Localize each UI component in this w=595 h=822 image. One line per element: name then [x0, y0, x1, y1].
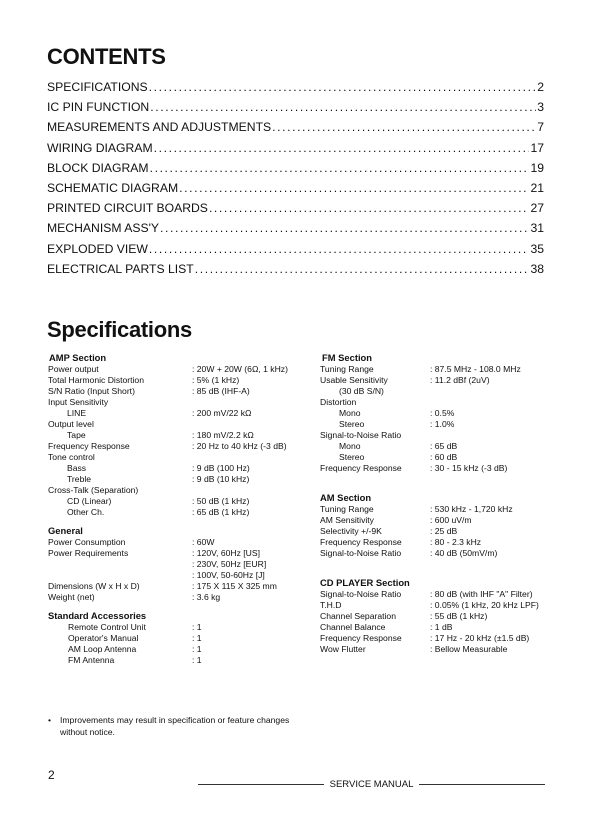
toc-entry[interactable]: [47, 138, 544, 158]
toc-entry[interactable]: [47, 239, 544, 259]
spec-value: : 20 Hz to 40 kHz (-3 dB): [192, 441, 287, 451]
toc-entry[interactable]: [47, 77, 544, 97]
toc-entry[interactable]: [47, 97, 544, 117]
accessories-section: [48, 610, 308, 666]
fm-section-title: FM Section: [322, 352, 373, 363]
spec-row: [320, 504, 560, 515]
toc-leader-dots: [209, 198, 530, 218]
spec-value: [192, 419, 308, 430]
toc-entry-page: 17: [530, 140, 544, 155]
spec-value: : 5% (1 kHz): [192, 375, 240, 385]
spec-label: FM Antenna: [68, 655, 115, 665]
toc-leader-dots: [272, 117, 536, 137]
note-bullet: •: [48, 715, 52, 725]
spec-label: [48, 570, 192, 581]
toc-leader-dots: [149, 239, 530, 259]
spec-row: [320, 375, 560, 386]
am-section: [320, 492, 560, 559]
spec-label: Dimensions (W x H x D): [48, 581, 140, 591]
accessories-section-title: Standard Accessories: [48, 610, 147, 621]
spec-row: [48, 570, 308, 581]
spec-label: Power Requirements: [48, 548, 129, 558]
spec-value: : 1: [192, 644, 202, 654]
spec-label: Power Consumption: [48, 537, 126, 547]
toc-leader-dots: [160, 218, 529, 238]
spec-label: T.H.D: [320, 600, 342, 610]
toc-entry-page: 38: [530, 261, 544, 276]
spec-row: [320, 622, 560, 633]
spec-value: : 1.0%: [430, 419, 455, 429]
toc-entry[interactable]: [47, 259, 544, 279]
spec-label: Signal-to-Noise Ratio: [320, 589, 402, 599]
toc-entry-label: SPECIFICATIONS: [47, 80, 148, 94]
toc-entry[interactable]: [47, 117, 544, 137]
spec-value: : 1 dB: [430, 622, 453, 632]
spec-label: Stereo: [339, 419, 365, 429]
spec-row: [320, 600, 560, 611]
spec-row: [48, 622, 308, 633]
spec-value: : 30 - 15 kHz (-3 dB): [430, 463, 508, 473]
spec-value: : 600 uV/m: [430, 515, 472, 525]
toc-entry-label: WIRING DIAGRAM: [47, 140, 153, 155]
spec-value: : 9 dB (100 Hz): [192, 463, 250, 473]
toc-leader-dots: [150, 158, 530, 178]
spec-value: : 65 dB: [430, 441, 458, 451]
footer-label: SERVICE MANUAL: [329, 779, 414, 790]
spec-row: [48, 633, 308, 644]
spec-row: [48, 463, 308, 474]
spec-label: Other Ch.: [67, 507, 105, 517]
spec-value: : 85 dB (IHF-A): [192, 386, 250, 396]
spec-row: [320, 408, 560, 419]
spec-label: Signal-to-Noise Ratio: [320, 548, 402, 558]
spec-row: [320, 589, 560, 600]
spec-row: [48, 537, 308, 548]
fm-section: [320, 352, 560, 474]
spec-row: [48, 364, 308, 375]
spec-value: [430, 430, 560, 441]
spec-row: [320, 644, 560, 655]
spec-label: S/N Ratio (Input Short): [48, 386, 135, 396]
toc-entry-page: 2: [537, 80, 544, 94]
footer-rule-left: [198, 784, 324, 785]
spec-value: : 50 dB (1 kHz): [192, 496, 250, 506]
spec-label: Mono: [339, 441, 361, 451]
spec-label: Frequency Response: [320, 537, 402, 547]
spec-label: Selectivity +/-9K: [320, 526, 382, 536]
spec-label: Tuning Range: [320, 364, 374, 374]
spec-label: Mono: [339, 408, 361, 418]
am-section-title: AM Section: [320, 492, 372, 503]
amp-section: [48, 352, 308, 518]
toc-entry-label: BLOCK DIAGRAM: [47, 160, 149, 175]
toc-entry[interactable]: [47, 178, 544, 198]
spec-value: : 11.2 dBf (2uV): [430, 375, 490, 385]
spec-row: [48, 548, 308, 559]
footer-rule-right: [419, 784, 545, 785]
toc-entry[interactable]: [47, 198, 544, 218]
spec-value: : 20W + 20W (6Ω, 1 kHz): [192, 364, 288, 374]
page-footer: [48, 779, 545, 790]
spec-row: [320, 526, 560, 537]
spec-row: [320, 419, 560, 430]
toc-entry-label: MEASUREMENTS AND ADJUSTMENTS: [47, 120, 272, 135]
spec-value: : 60 dB: [430, 452, 458, 462]
spec-value: [430, 386, 560, 397]
page-number: 2: [48, 768, 55, 782]
spec-row: [320, 537, 560, 548]
spec-row: [320, 441, 560, 452]
spec-value: : 40 dB (50mV/m): [430, 548, 498, 558]
improvement-note: [48, 715, 308, 738]
toc-entry-page: 19: [530, 160, 544, 175]
spec-row: [320, 463, 560, 474]
toc-leader-dots: [195, 259, 530, 279]
spec-row: [320, 430, 560, 441]
cd-section-title: CD PLAYER Section: [320, 577, 410, 588]
spec-label: Frequency Response: [48, 441, 130, 451]
spec-label: Cross-Talk (Separation): [48, 485, 139, 495]
spec-label: Operator's Manual: [68, 633, 139, 643]
spec-row: [320, 633, 560, 644]
spec-row: [320, 515, 560, 526]
toc-leader-dots: [179, 178, 529, 198]
spec-value: : Bellow Measurable: [430, 644, 508, 654]
spec-row: [48, 430, 308, 441]
spec-label: CD (Linear): [67, 496, 112, 506]
spec-label: AM Loop Antenna: [68, 644, 137, 654]
spec-value: : 120V, 60Hz [US]: [192, 548, 260, 558]
spec-label: Stereo: [339, 452, 365, 462]
spec-row: [48, 644, 308, 655]
cd-section: [320, 577, 560, 655]
spec-label: Frequency Response: [320, 463, 402, 473]
spec-value: : 200 mV/22 kΩ: [192, 408, 252, 418]
table-of-contents: [47, 77, 544, 279]
spec-value: : 87.5 MHz - 108.0 MHz: [430, 364, 521, 374]
spec-label: Distortion: [320, 397, 357, 407]
spec-label: LINE: [67, 408, 87, 418]
spec-row: [48, 408, 308, 419]
spec-row: [320, 397, 560, 408]
spec-value: : 180 mV/2.2 kΩ: [192, 430, 254, 440]
toc-entry[interactable]: [47, 158, 544, 178]
general-section-title: General: [48, 525, 83, 536]
spec-value: : 80 - 2.3 kHz: [430, 537, 482, 547]
spec-row: [320, 611, 560, 622]
general-section: [48, 525, 308, 603]
spec-row: [48, 419, 308, 430]
spec-value: : 55 dB (1 kHz): [430, 611, 488, 621]
spec-value: : 65 dB (1 kHz): [192, 507, 250, 517]
spec-label: Signal-to-Noise Ratio: [320, 430, 402, 440]
specifications-left-column: [48, 352, 308, 666]
spec-row: [48, 452, 308, 463]
spec-label: Treble: [67, 474, 92, 484]
toc-entry-label: SCHEMATIC DIAGRAM: [47, 180, 179, 195]
spec-label: Bass: [67, 463, 87, 473]
toc-entry-label: MECHANISM ASS'Y: [47, 221, 160, 236]
spec-label: [48, 559, 192, 570]
spec-row: [48, 397, 308, 408]
spec-row: [48, 592, 308, 603]
toc-entry-label: IC PIN FUNCTION: [47, 100, 150, 115]
spec-row: [48, 485, 308, 496]
toc-entry-page: 31: [530, 221, 544, 236]
spec-value: : 0.5%: [430, 408, 455, 418]
toc-leader-dots: [149, 77, 537, 97]
spec-label: Power output: [48, 364, 99, 374]
spec-label: Total Harmonic Distortion: [48, 375, 144, 385]
spec-row: [48, 386, 308, 397]
spec-value: : 1: [192, 633, 202, 643]
spec-row: [320, 386, 560, 397]
toc-entry-label: EXPLODED VIEW: [47, 241, 148, 256]
spec-value: : 0.05% (1 kHz, 20 kHz LPF): [430, 600, 539, 610]
spec-row: [48, 375, 308, 386]
spec-row: [48, 581, 308, 592]
spec-label: Input Sensitivity: [48, 397, 109, 407]
spec-label: Channel Separation: [320, 611, 396, 621]
spec-value: [192, 485, 308, 496]
specifications-title: Specifications: [47, 317, 192, 342]
toc-entry-page: 35: [530, 241, 544, 256]
spec-value: : 60W: [192, 537, 215, 547]
spec-value: : 230V, 50Hz [EUR]: [192, 559, 267, 569]
toc-leader-dots: [150, 97, 536, 117]
spec-label: Tuning Range: [320, 504, 374, 514]
spec-row: [48, 474, 308, 485]
toc-entry-label: ELECTRICAL PARTS LIST: [47, 261, 194, 276]
spec-value: [430, 397, 560, 408]
toc-entry-page: 7: [537, 120, 544, 135]
spec-label: Channel Balance: [320, 622, 386, 632]
spec-row: [320, 364, 560, 375]
spec-row: [320, 548, 560, 559]
spec-value: : 1: [192, 622, 202, 632]
spec-label: (30 dB S/N): [339, 386, 384, 396]
toc-leader-dots: [154, 138, 530, 158]
spec-value: : 530 kHz - 1,720 kHz: [430, 504, 513, 514]
toc-entry-page: 3: [537, 100, 544, 115]
spec-value: : 25 dB: [430, 526, 458, 536]
toc-entry-page: 21: [530, 180, 544, 195]
spec-value: [192, 397, 308, 408]
spec-value: : 1: [192, 655, 202, 665]
note-text: Improvements may result in specification or feature changes without notice.: [60, 715, 290, 737]
contents-title: CONTENTS: [47, 44, 166, 69]
spec-label: Tone control: [48, 452, 95, 462]
spec-label: Remote Control Unit: [68, 622, 146, 632]
spec-value: : 175 X 115 X 325 mm: [192, 581, 277, 591]
spec-value: [192, 452, 308, 463]
spec-label: Weight (net): [48, 592, 95, 602]
spec-label: Output level: [48, 419, 94, 429]
spec-value: : 80 dB (with IHF "A" Filter): [430, 589, 533, 599]
spec-label: Frequency Response: [320, 633, 402, 643]
spec-value: : 3.6 kg: [192, 592, 221, 602]
spec-label: Usable Sensitivity: [320, 375, 388, 385]
spec-row: [48, 441, 308, 452]
toc-entry-label: PRINTED CIRCUIT BOARDS: [47, 201, 208, 216]
spec-label: Wow Flutter: [320, 644, 366, 654]
amp-section-title: AMP Section: [49, 352, 107, 363]
spec-value: : 9 dB (10 kHz): [192, 474, 250, 484]
spec-value: : 17 Hz - 20 kHz (±1.5 dB): [430, 633, 530, 643]
spec-value: : 100V, 50-60Hz [J]: [192, 570, 265, 580]
spec-row: [48, 559, 308, 570]
spec-row: [48, 496, 308, 507]
specifications-right-column: [320, 352, 560, 655]
spec-row: [48, 655, 308, 666]
spec-label: AM Sensitivity: [320, 515, 374, 525]
toc-entry-page: 27: [530, 201, 544, 216]
spec-row: [48, 507, 308, 518]
toc-entry[interactable]: [47, 218, 544, 238]
spec-label: Tape: [67, 430, 86, 440]
spec-row: [320, 452, 560, 463]
